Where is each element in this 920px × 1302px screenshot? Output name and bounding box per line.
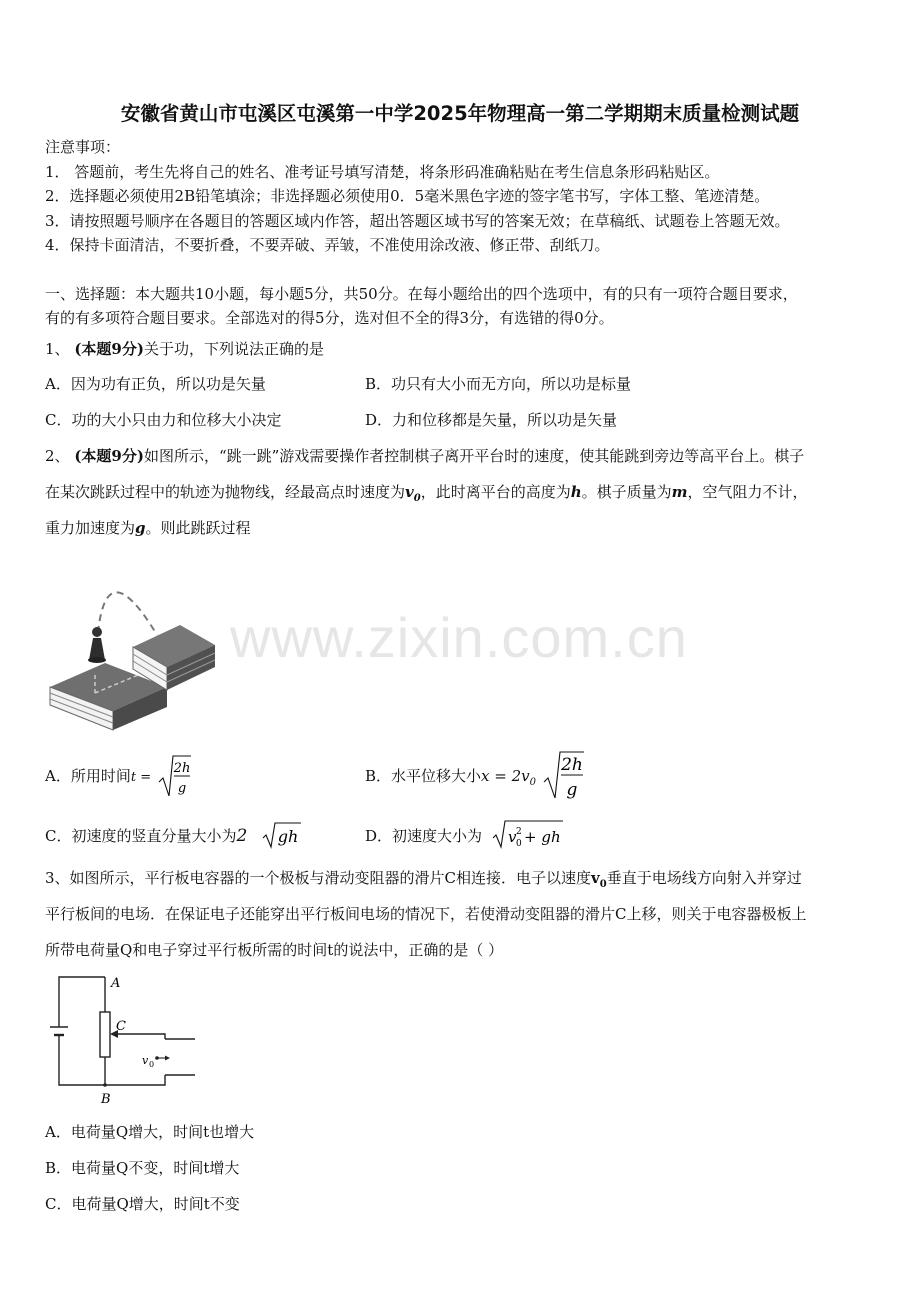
question-2-text-3b: 。则此跳跃过程	[145, 519, 251, 537]
label-v0: v	[142, 1054, 149, 1067]
notice-item-1: 1． 答题前，考生先将自己的姓名、准考证号填写清楚，将条形码准确粘贴在考生信息条形码粘贴区。	[45, 163, 720, 181]
chess-piece-head	[92, 627, 102, 637]
option-b-sqrt-formula	[543, 748, 585, 802]
question-2-line2	[45, 482, 808, 509]
trajectory-path	[97, 592, 157, 645]
svg-text:0: 0	[516, 839, 522, 849]
question-2-text-3a: 重力加速度为	[45, 519, 136, 537]
question-1-option-a: A．因为功有正负，所以功是矢量	[45, 375, 266, 393]
label-v0-sub: 0	[149, 1060, 155, 1069]
question-1-option-c: C．功的大小只由力和位移大小决定	[45, 411, 282, 429]
watermark: www.zixin.com.cn	[230, 606, 688, 669]
question-2-text-2d: ，空气阻力不计，	[687, 483, 808, 501]
svg-text:g: g	[177, 781, 187, 796]
circuit-figure	[45, 972, 205, 1107]
option-c-sqrt-formula	[262, 820, 302, 850]
question-3-line3: 所带电荷量Q和电子穿过平行板所需的时间t的说法中，正确的是（ ）	[45, 941, 504, 959]
option-d-sqrt-formula	[492, 818, 564, 850]
question-2-text-2b: ，此时离平台的高度为	[420, 483, 571, 501]
label-b: B	[101, 1092, 111, 1107]
symbol-h: h	[570, 483, 582, 501]
symbol-g: g	[135, 519, 146, 537]
section-heading-line2: 有的有多项符合题目要求。全部选对的得5分，选对但不全的得3分，有选错的得0分。	[45, 309, 614, 327]
svg-text:v: v	[508, 828, 517, 846]
question-2-option-b: B．水平位移大小$x = 2v_0$	[365, 767, 536, 788]
question-2-line3	[45, 518, 251, 538]
rheostat	[100, 1012, 110, 1057]
question-2-text-2c: 。棋子质量为	[581, 483, 672, 501]
notice-item-4: 4．保持卡面清洁，不要折叠，不要弄破、弄皱，不准使用涂改液、修正带、刮纸刀。	[45, 236, 610, 254]
question-1-number: 1、	[45, 340, 70, 358]
question-2-line1	[45, 446, 804, 466]
chess-piece-body	[89, 638, 105, 660]
question-1-option-b: B．功只有大小而无方向，所以功是标量	[365, 375, 632, 393]
question-3-line1	[45, 868, 802, 895]
label-c: C	[116, 1019, 126, 1034]
question-1-stem	[45, 339, 324, 359]
svg-text:g: g	[566, 780, 578, 800]
question-2-number: 2、	[45, 447, 70, 465]
page-title: 安徽省黄山市屯溪区屯溪第一中学2025年物理高一第二学期期末质量检测试题	[120, 102, 800, 125]
svg-text:2h: 2h	[561, 755, 583, 775]
svg-text:+ gh: + gh	[524, 828, 561, 846]
option-a-sqrt-formula	[158, 752, 192, 800]
question-3-text-1a: 3、如图所示，平行板电容器的一个极板与滑动变阻器的滑片C相连接．电子以速度	[45, 869, 592, 887]
symbol-v0-q3: $v_0$	[591, 869, 607, 890]
question-2-tag: (本题9分)	[74, 447, 144, 465]
question-3-option-b: B．电荷量Q不变，时间t增大	[45, 1159, 240, 1177]
superscript-2: 2	[516, 827, 522, 837]
svg-text:gh: gh	[277, 827, 299, 846]
svg-text:2h: 2h	[173, 761, 191, 776]
question-1-text: 关于功，下列说法正确的是	[143, 340, 324, 358]
question-2-option-a: A．所用时间t =	[45, 767, 152, 785]
question-3-line2: 平行板间的电场．在保证电子还能穿出平行板间电场的情况下，若使滑动变阻器的滑片C上移，则关于电容器极板上	[45, 905, 807, 923]
question-2-text-2a: 在某次跳跃过程中的轨迹为抛物线，经最高点时速度为	[45, 483, 406, 501]
question-1-option-d: D．力和位移都是矢量，所以功是矢量	[365, 411, 618, 429]
notice-item-2: 2．选择题必须使用2B铅笔填涂；非选择题必须使用0．5毫米黑色字迹的签字笔书写，字体工整、笔迹清楚。	[45, 187, 770, 205]
question-2-text-1: 如图所示，“跳一跳”游戏需要操作者控制棋子离开平台时的速度，使其能跳到旁边等高平台上。棋子	[143, 447, 805, 465]
label-a: A	[111, 976, 121, 991]
section-heading-line1: 一、选择题：本大题共10小题，每小题5分，共50分。在每小题给出的四个选项中，有的只有一项符合题目要求，	[45, 285, 798, 303]
notice-heading: 注意事项：	[45, 138, 121, 156]
question-1-tag: (本题9分)	[74, 340, 144, 358]
question-2-option-c: C．初速度的竖直分量大小为2	[45, 826, 248, 846]
question-3-option-a: A．电荷量Q增大，时间t也增大	[45, 1123, 255, 1141]
question-2-option-d: D．初速度大小为	[365, 827, 483, 845]
jump-game-figure	[45, 565, 220, 735]
notice-item-3: 3．请按照题号顺序在各题目的答题区域内作答，超出答题区域书写的答案无效；在草稿纸、试题卷上答题无效。	[45, 212, 790, 230]
symbol-v0: $v_0$	[405, 483, 421, 504]
symbol-m: m	[671, 483, 688, 501]
question-3-option-c: C．电荷量Q增大，时间t不变	[45, 1195, 240, 1213]
question-3-text-1b: 垂直于电场线方向射入并穿过	[606, 869, 802, 887]
